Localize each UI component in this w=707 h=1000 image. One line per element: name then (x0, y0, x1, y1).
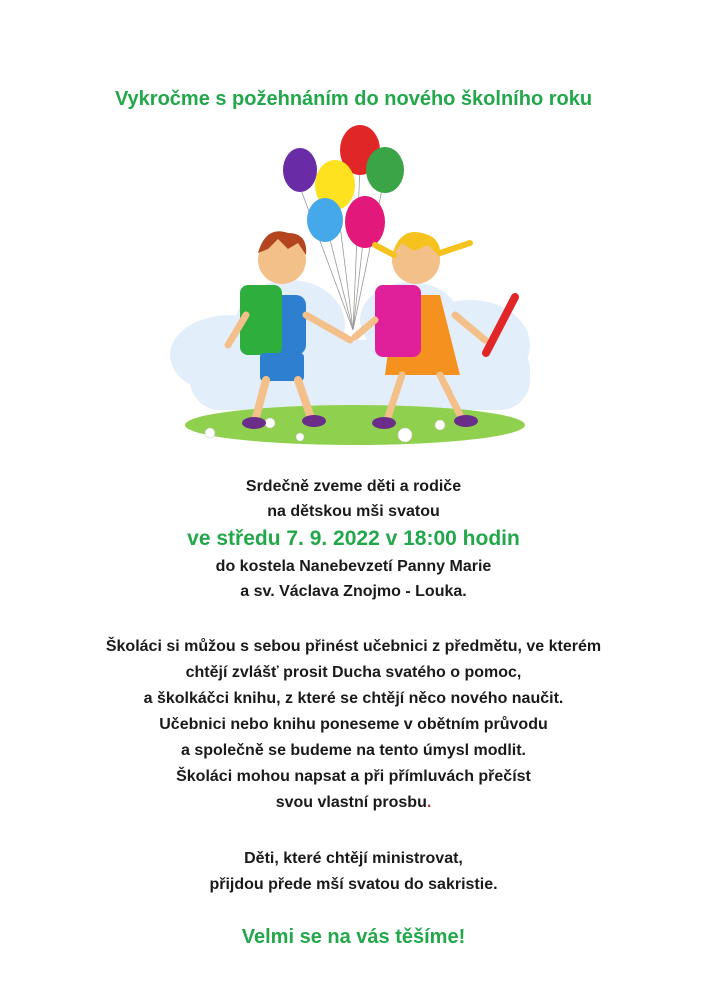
children-balloons-illustration (170, 125, 540, 455)
info-line-4: Učebnici nebo knihu poneseme v obětním průvodu (159, 716, 548, 733)
ministr-line-2: přijdou přede mší svatou do sakristie. (209, 876, 498, 893)
info-line-1: Školáci si můžou s sebou přinést učebnici z předmětu, ve kterém (105, 638, 602, 655)
info-line-3: a školkáčci knihu, z které se chtějí něco nového naučit. (143, 690, 564, 707)
invite-line-3: do kostela Nanebevzetí Panny Marie (215, 558, 492, 575)
info-line-2: chtějí zvlášť prosit Ducha svatého o pomoc, (185, 664, 522, 681)
invite-line-1: Srdečně zveme děti a rodiče (245, 478, 462, 495)
ministr-line-1: Děti, které chtějí ministrovat, (244, 850, 463, 867)
balloons-icon (283, 125, 404, 248)
info-line-7 (0, 790, 707, 816)
invite-line-4: a sv. Václava Znojmo - Louka. (240, 583, 467, 600)
invitation-block (0, 474, 707, 604)
info-line-7-text: svou vlastní prosbu (275, 794, 427, 811)
altar-servers-block (0, 846, 707, 898)
flyer-title: Vykročme s požehnáním do nového školního roku (114, 88, 593, 110)
info-block (0, 634, 707, 816)
event-date: ve středu 7. 9. 2022 v 18:00 hodin (187, 527, 520, 550)
cloud-icon (170, 280, 530, 410)
closing-line: Velmi se na vás těšíme! (241, 926, 466, 948)
info-line-6: Školáci mohou napsat a při přímluvách přečíst (176, 768, 531, 785)
red-dot: . (426, 794, 432, 811)
pink-backpack-icon (375, 285, 421, 357)
info-line-5: a společně se budeme na tento úmysl modlit. (181, 742, 526, 759)
invite-line-2: na dětskou mši svatou (267, 503, 440, 520)
